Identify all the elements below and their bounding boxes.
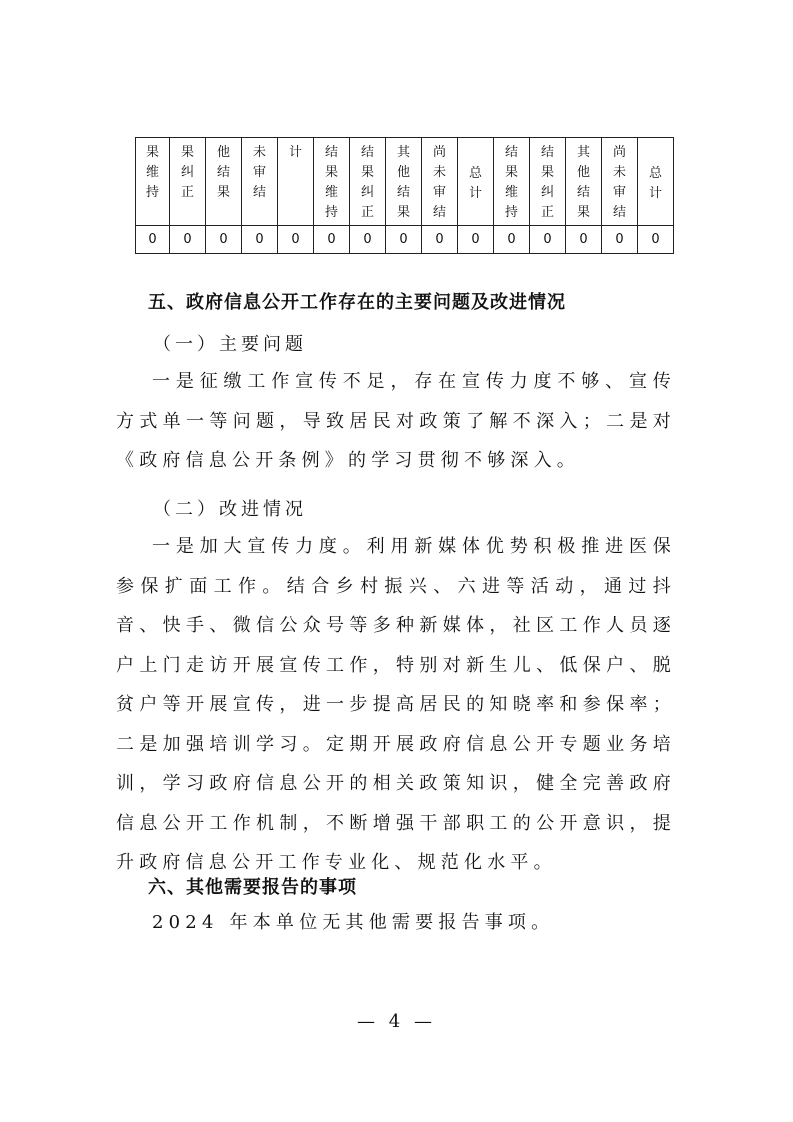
other-matters-paragraph: 2024 年本单位无其他需要报告事项。 [152, 912, 555, 933]
table-cell: 0 [170, 226, 206, 254]
table-header-cell: 结果纠正 [530, 138, 566, 226]
improvements-paragraph: 一是加大宣传力度。利用新媒体优势积极推进医保参保扩面工作。结合乡村振兴、六进等活动，通过抖音、快手、微信公众号等多种新媒体，社区工作人员逐户上门走访开展宣传工作，特别对新生儿、低保户、脱贫户等开展宣传，进一步提高居民的知晓率和参保率；二是加强培训学习。定期开展政府信息公开专题业务培训，学习政府信息公开的相关政策知识，健全完善政府信息公开工作机制，不断增强干部职工的公开意识，提升政府信息公开工作专业化、规范化水平。 [116, 536, 676, 873]
table-header-cell: 计 [278, 138, 314, 226]
table-cell: 0 [136, 226, 170, 254]
table-cell: 0 [530, 226, 566, 254]
table-header-cell: 果维持 [136, 138, 170, 226]
table-header-cell: 结果纠正 [350, 138, 386, 226]
table-cell: 0 [278, 226, 314, 254]
table-value-row [136, 226, 674, 254]
table-header-cell: 未审结 [242, 138, 278, 226]
table-header-cell: 其他结果 [386, 138, 422, 226]
subsection-main-problems: （一）主要问题 [153, 334, 307, 355]
section-5-heading: 五、政府信息公开工作存在的主要问题及改进情况 [148, 292, 566, 313]
table-cell: 0 [422, 226, 458, 254]
statistics-table [135, 137, 674, 254]
table-header-cell: 尚未审结 [602, 138, 638, 226]
table-header-cell: 结果维持 [494, 138, 530, 226]
table-cell: 0 [494, 226, 530, 254]
table-cell: 0 [314, 226, 350, 254]
table-cell: 0 [242, 226, 278, 254]
table-cell: 0 [602, 226, 638, 254]
subsection-improvements: （二）改进情况 [153, 499, 307, 520]
table-header-cell: 其他结果 [566, 138, 602, 226]
section-6-heading: 六、其他需要报告的事项 [148, 877, 357, 898]
main-problems-paragraph: 一是征缴工作宣传不足，存在宣传力度不够、宣传方式单一等问题，导致居民对政策了解不深入；二是对《政府信息公开条例》的学习贯彻不够深入。 [116, 371, 676, 471]
table-cell: 0 [350, 226, 386, 254]
table-cell: 0 [458, 226, 494, 254]
table-cell: 0 [566, 226, 602, 254]
table-cell: 0 [206, 226, 242, 254]
table-cell: 0 [638, 226, 674, 254]
table-header-cell: 结果维持 [314, 138, 350, 226]
table-header-row [136, 138, 674, 226]
table-cell: 0 [386, 226, 422, 254]
table-header-cell: 果纠正 [170, 138, 206, 226]
table-header-cell: 尚未审结 [422, 138, 458, 226]
table-header-cell: 总计 [458, 138, 494, 226]
table-header-cell: 总计 [638, 138, 674, 226]
table-header-cell: 他结果 [206, 138, 242, 226]
page-number: — 4 — [357, 1011, 436, 1032]
